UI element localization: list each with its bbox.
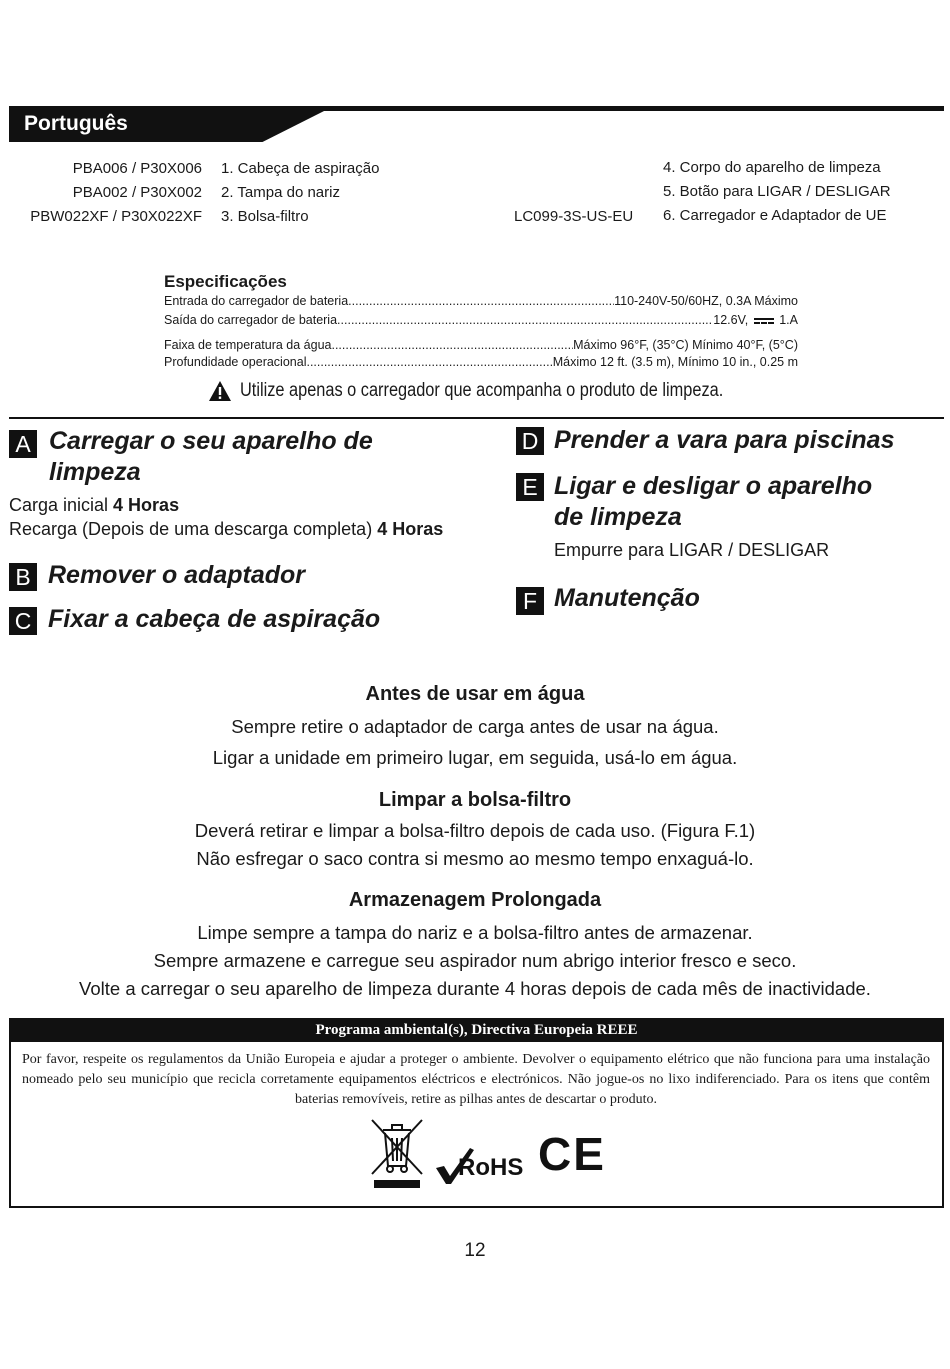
weee-bin-icon (368, 1116, 426, 1192)
part-item: 5. Botão para LIGAR / DESLIGAR (663, 183, 891, 200)
dc-symbol-icon (754, 317, 774, 325)
spec-label: Saída do carregador de bateria (164, 313, 338, 327)
section-a-title-line: limpeza (49, 458, 141, 486)
page-number: 12 (464, 1240, 486, 1261)
part-item: 1. Cabeça de aspiração (221, 160, 380, 177)
before-use-title: Antes de usar em água (365, 683, 585, 705)
section-c-title: Fixar a cabeça de aspiração (48, 605, 381, 633)
storage-line: Sempre armazene e carregue seu aspirador num abrigo interior fresco e seco. (153, 950, 797, 971)
environment-text: Por favor, respeite os regulamentos da União Europeia e ajudar a proteger o ambiente. Devolver o equipamento elétrico que não funciona para uma instalação nomeado pelo seu município que recicla corretamente equipamentos eléctricos e electrónicos. Não jogue-os no lixo indiferenciado. Para os itens que contêm baterias removíveis, retire as pilhas antes de descartar o produto. (22, 1052, 930, 1107)
section-divider (9, 417, 944, 419)
charge-initial: Carga inicial 4 Horas (9, 495, 180, 515)
leader-dots (337, 313, 713, 327)
spec-row (164, 313, 798, 327)
section-letter-d: D (516, 427, 544, 455)
leader-dots (331, 338, 573, 352)
spec-value: Máximo 96°F, (35°C) Mínimo 40°F, (5°C) (573, 338, 798, 352)
section-e-title-line: Ligar e desligar o aparelho (554, 472, 873, 500)
model-label: PBA006 / P30X006 (72, 160, 202, 177)
section-e-body: Empurre para LIGAR / DESLIGAR (554, 540, 830, 560)
rohs-label: RoHS (458, 1154, 524, 1181)
storage-line: Limpe sempre a tampa do nariz e a bolsa-filtro antes de armazenar. (197, 922, 753, 943)
section-a-title (49, 426, 373, 488)
spec-value (713, 313, 798, 327)
warning-note (208, 380, 802, 402)
leader-dots (306, 355, 552, 369)
spec-row (164, 355, 798, 369)
leader-dots (348, 294, 614, 308)
section-f-title: Manutenção (554, 584, 700, 612)
clean-bag-line: Não esfregar o saco contra si mesmo ao mesmo tempo enxaguá-lo. (196, 848, 754, 869)
part-item: 4. Corpo do aparelho de limpeza (663, 159, 881, 176)
compliance-icons (368, 1116, 606, 1192)
spec-value-current: 1.A (779, 313, 798, 327)
section-letter-b: B (9, 563, 37, 591)
part-item: 6. Carregador e Adaptador de UE (663, 207, 887, 224)
section-a-body (9, 493, 443, 541)
model-label: PBA002 / P30X002 (72, 184, 202, 201)
before-use-line: Ligar a unidade em primeiro lugar, em seguida, usá-lo em água. (212, 747, 738, 768)
section-e-title (554, 471, 872, 533)
model-label: PBW022XF / P30X022XF (30, 208, 202, 225)
spec-label: Faixa de temperatura da água (164, 338, 332, 352)
environment-title: Programa ambiental(s), Directiva Europeia REEE (9, 1018, 944, 1042)
ce-label: CE (538, 1128, 606, 1180)
charge-recharge: Recarga (Depois de uma descarga completa) 4 Horas (9, 519, 444, 539)
ce-mark-icon (538, 1128, 606, 1181)
spec-row (164, 294, 798, 308)
part-item: 3. Bolsa-filtro (221, 208, 309, 225)
clean-bag-title: Limpar a bolsa-filtro (378, 789, 572, 811)
warning-text: Utilize apenas o carregador que acompanha o produto de limpeza. (240, 380, 724, 401)
section-d-title: Prender a vara para piscinas (554, 426, 895, 454)
storage-line: Volte a carregar o seu aparelho de limpeza durante 4 horas depois de cada mês de inactividade. (79, 978, 871, 999)
spec-label: Entrada do carregador de bateria (164, 294, 349, 308)
storage-title: Armazenagem Prolongada (348, 889, 602, 911)
charger-model-label: LC099-3S-US-EU (514, 208, 634, 225)
clean-bag-line: Deverá retirar e limpar a bolsa-filtro depois de cada uso. (Figura F.1) (194, 820, 756, 841)
section-e-title-line: de limpeza (554, 503, 682, 531)
spec-value: Máximo 12 ft. (3.5 m), Mínimo 10 in., 0.25 m (552, 355, 798, 369)
section-letter-e: E (516, 473, 544, 501)
language-title: Português (24, 112, 128, 135)
spec-label: Profundidade operacional (164, 355, 307, 369)
spec-row (164, 338, 798, 352)
specs-title: Especificações (164, 272, 287, 291)
section-b-title: Remover o adaptador (48, 561, 306, 589)
spec-value-voltage: 12.6V, (713, 313, 749, 327)
spec-value: 110-240V-50/60HZ, 0.3A Máximo (614, 294, 798, 308)
part-item: 2. Tampa do nariz (221, 184, 340, 201)
section-letter-f: F (516, 587, 544, 615)
rohs-icon (434, 1146, 526, 1186)
before-use-line: Sempre retire o adaptador de carga antes de usar na água. (231, 716, 719, 737)
section-a-title-line: Carregar o seu aparelho de (49, 427, 373, 455)
section-letter-a: A (9, 430, 37, 458)
warning-triangle-icon (208, 380, 232, 402)
section-letter-c: C (9, 607, 37, 635)
